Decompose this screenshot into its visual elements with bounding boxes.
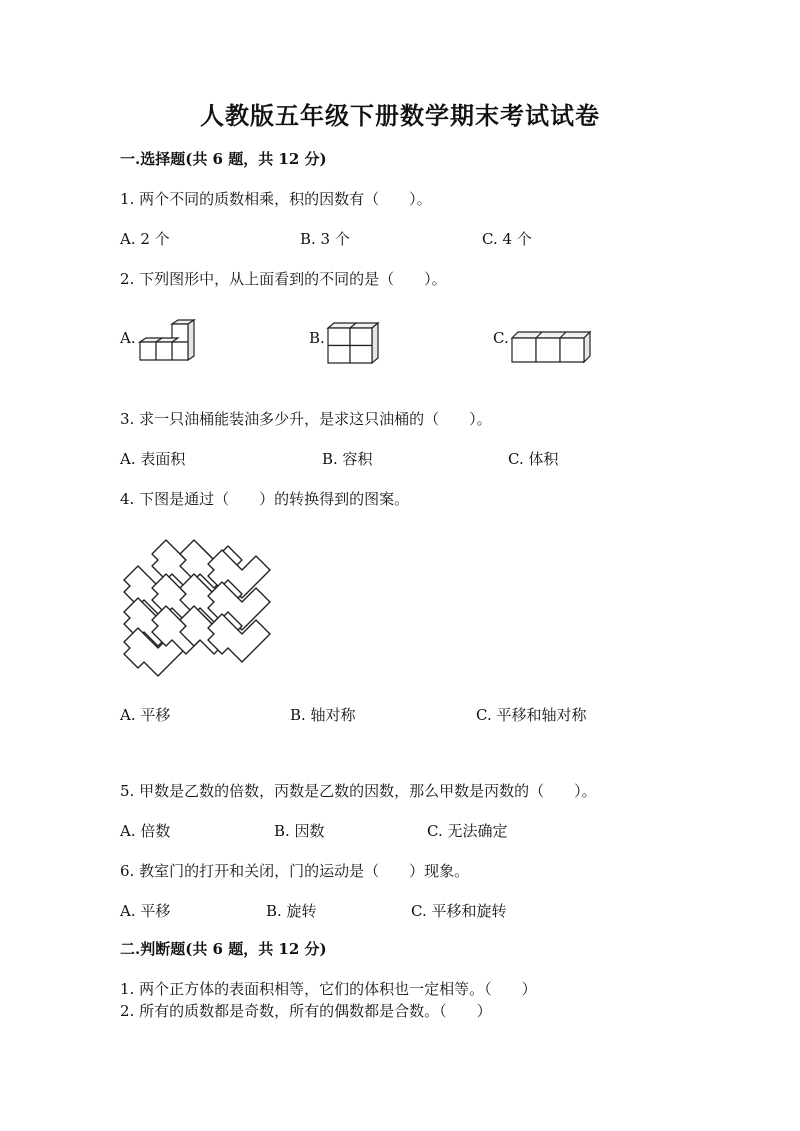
question-3-option-c: C. 体积 (508, 450, 559, 468)
question-1-option-a: A. 2 个 (120, 230, 170, 248)
question-4-option-b: B. 轴对称 (290, 706, 356, 724)
cube-figure-a (136, 320, 200, 368)
question-5-option-a: A. 倍数 (120, 822, 171, 840)
question-1-option-b: B. 3 个 (300, 230, 350, 248)
tf-question-1-text: 1. 两个正方体的表面积相等，它们的体积也一定相等。（ ） (120, 980, 537, 998)
question-5-option-b: B. 因数 (274, 822, 325, 840)
tessellation-pattern-figure (120, 540, 266, 662)
question-6-option-b: B. 旋转 (266, 902, 317, 920)
question-6-option-a: A. 平移 (120, 902, 171, 920)
question-6-text: 6. 教室门的打开和关闭，门的运动是（ ）现象。 (120, 862, 470, 880)
section-heading-true-false: 二.判断题(共 6 题，共 12 分) (120, 940, 327, 958)
cube-figure-c (510, 330, 596, 370)
question-5-option-c: C. 无法确定 (427, 822, 508, 840)
question-3-text: 3. 求一只油桶能装油多少升，是求这只油桶的（ ）。 (120, 410, 492, 428)
question-4-option-c: C. 平移和轴对称 (476, 706, 587, 724)
question-3-option-a: A. 表面积 (120, 450, 186, 468)
question-4-text: 4. 下图是通过（ ）的转换得到的图案。 (120, 490, 410, 508)
section-heading-choice: 一.选择题(共 6 题，共 12 分) (120, 150, 327, 168)
question-2-text: 2. 下列图形中，从上面看到的不同的是（ ）。 (120, 270, 447, 288)
question-4-option-a: A. 平移 (120, 706, 171, 724)
question-2-option-a: A. (120, 329, 136, 347)
question-3-option-b: B. 容积 (322, 450, 373, 468)
question-6-option-c: C. 平移和旋转 (411, 902, 507, 920)
tf-question-2-text: 2. 所有的质数都是奇数，所有的偶数都是合数。（ ） (120, 1002, 492, 1020)
question-2-option-c: C. (493, 329, 509, 347)
question-1-option-c: C. 4 个 (482, 230, 532, 248)
question-1-text: 1. 两个不同的质数相乘，积的因数有（ ）。 (120, 190, 432, 208)
question-2-option-b: B. (309, 329, 325, 347)
page-title: 人教版五年级下册数学期末考试试卷 (200, 101, 600, 130)
question-5-text: 5. 甲数是乙数的倍数，丙数是乙数的因数，那么甲数是丙数的（ ）。 (120, 782, 597, 800)
cube-figure-b (326, 320, 382, 368)
